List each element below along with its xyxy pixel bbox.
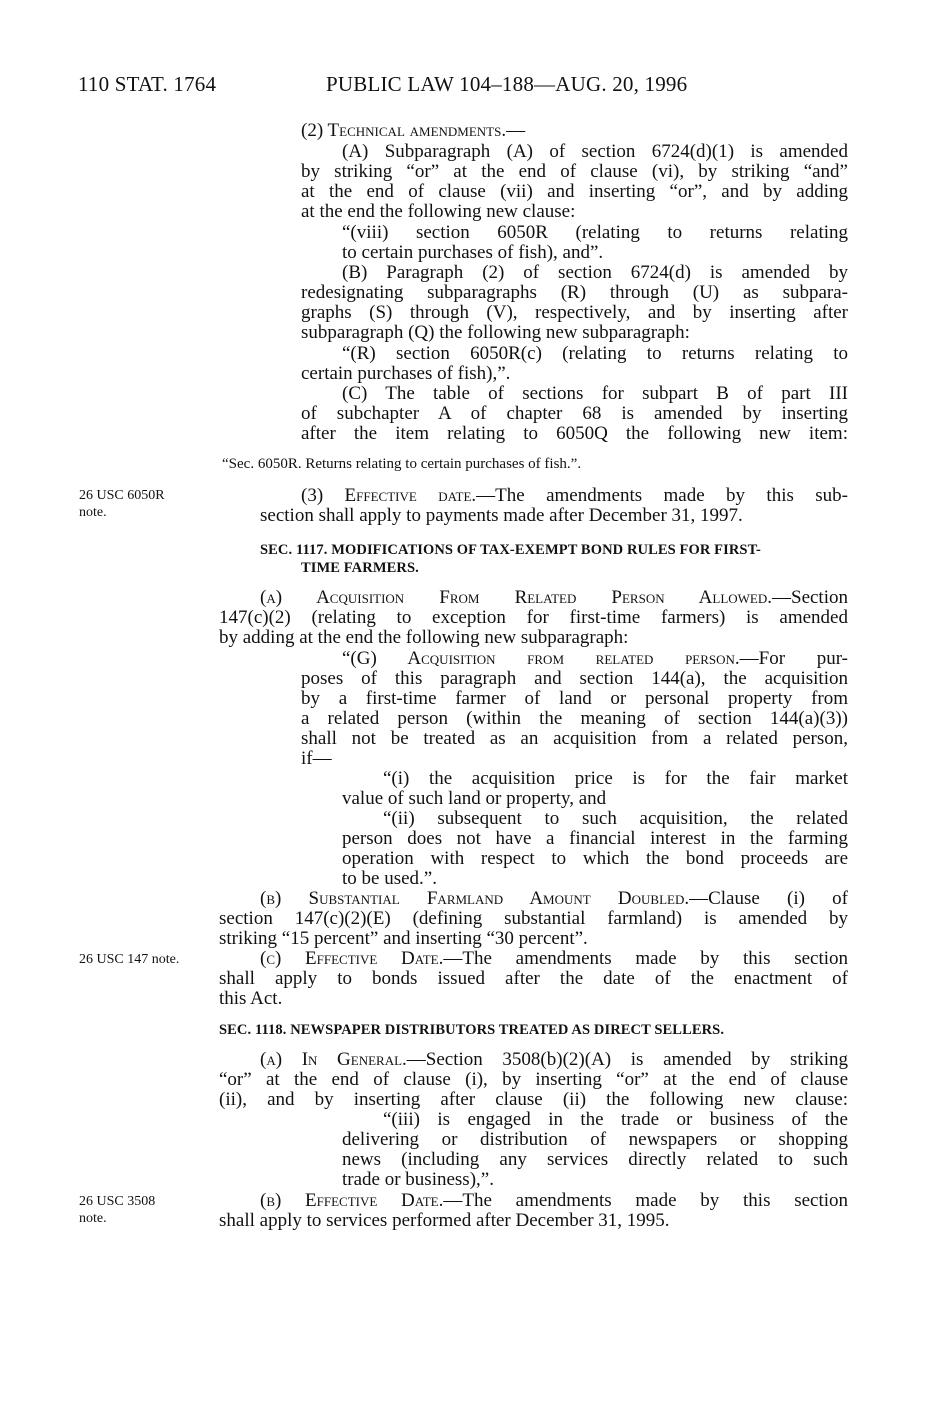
text-line: redesignating subparagraphs (R) through (U) as subpara- [301, 282, 848, 303]
text-line [301, 486, 848, 506]
clause-line: “(ii) subsequent to such acquisition, the related [383, 808, 848, 829]
text-line: subparagraph (Q) the following new subparagraph: [301, 322, 690, 343]
text-line: at the end the following new clause: [301, 201, 576, 222]
text-line: (ii), and by inserting after clause (ii) the following new clause: [219, 1089, 848, 1110]
margin-note [79, 951, 179, 968]
text-line: a related person (within the meaning of section 144(a)(3)) [301, 708, 848, 729]
margin-note-line: 26 USC 6050R [79, 488, 165, 503]
text-line [260, 1191, 848, 1211]
subsection-heading: (a) Acquisition From Related Person Allowed. [260, 587, 772, 608]
clause-line: value of such land or property, and [342, 788, 607, 809]
text-run: —Section 3508(b)(2)(A) is amended by striking [406, 1049, 849, 1070]
quoted-line: “(R) section 6050R(c) (relating to returns relating to [342, 343, 848, 364]
paragraph-heading: (3) Effective date. [301, 485, 477, 506]
text-line: section 147(c)(2)(E) (defining substantial farmland) is amended by [219, 908, 848, 929]
section-heading: TIME FARMERS. [301, 560, 419, 576]
paragraph-heading: (2) Technical amendments.— [301, 120, 526, 141]
text-line [342, 649, 848, 669]
text-line: (B) Paragraph (2) of section 6724(d) is amended by [342, 262, 848, 283]
clause-line: operation with respect to which the bond proceeds are [342, 848, 848, 869]
text-line: after the item relating to 6050Q the following new item: [301, 423, 848, 444]
section-heading: SEC. 1117. MODIFICATIONS OF TAX-EXEMPT BOND RULES FOR FIRST- [260, 542, 761, 558]
text-line: by striking “or” at the end of clause (vi), by striking “and” [301, 161, 848, 182]
clause-line: person does not have a financial interest in the farming [342, 828, 848, 849]
section-heading: SEC. 1118. NEWSPAPER DISTRIBUTORS TREATED AS DIRECT SELLERS. [219, 1022, 725, 1038]
text-line: striking “15 percent” and inserting “30 percent”. [219, 928, 588, 949]
text-line: 147(c)(2) (relating to exception for first-time farmers) is amended [219, 607, 848, 628]
clause-line: trade or business),”. [342, 1169, 494, 1190]
text-line: of subchapter A of chapter 68 is amended by inserting [301, 403, 848, 424]
text-run: —The amendments made by this sub- [476, 485, 848, 506]
text-line: “or” at the end of clause (i), by inserting “or” at the end of clause [219, 1069, 848, 1090]
text-line: at the end of clause (vii) and inserting “or”, and by adding [301, 181, 848, 202]
clause-line: to be used.”. [342, 868, 437, 889]
quoted-line: “(viii) section 6050R (relating to returns relating [342, 222, 848, 243]
text-run: —Clause (i) of [689, 888, 848, 909]
subsection-heading: (b) Substantial Farmland Amount Doubled. [260, 888, 690, 909]
text-run: —The amendments made by this section [443, 1190, 849, 1211]
text-line [260, 588, 848, 608]
text-run: —For pur- [739, 648, 848, 669]
clause-line: “(i) the acquisition price is for the fair market [383, 768, 848, 789]
clause-line: news (including any services directly related to such [342, 1149, 848, 1170]
text-line: shall apply to services performed after December 31, 1995. [219, 1210, 670, 1231]
text-line [260, 889, 848, 909]
text-line: (A) Subparagraph (A) of section 6724(d)(1) is amended [342, 141, 848, 162]
subsection-heading: (c) Effective Date. [260, 948, 444, 969]
clause-line: delivering or distribution of newspapers or shopping [342, 1129, 848, 1150]
subparagraph-heading: “(G) Acquisition from related person. [342, 648, 740, 669]
subsection-heading: (a) In General. [260, 1049, 407, 1070]
text-run: —The amendments made by this section [443, 948, 849, 969]
margin-note-line: note. [79, 1211, 107, 1226]
table-of-sections-item: “Sec. 6050R. Returns relating to certain purchases of fish.”. [222, 456, 582, 472]
text-line: by adding at the end the following new subparagraph: [219, 627, 629, 648]
text-line: this Act. [219, 988, 283, 1009]
margin-note [79, 487, 165, 521]
running-title: PUBLIC LAW 104–188—AUG. 20, 1996 [326, 72, 688, 96]
text-run: —Section [772, 587, 848, 608]
text-line: by a first-time farmer of land or personal property from [301, 688, 848, 709]
margin-note [79, 1193, 155, 1227]
text-line: shall not be treated as an acquisition from a related person, [301, 728, 848, 749]
text-line: section shall apply to payments made after December 31, 1997. [260, 505, 743, 526]
text-line: shall apply to bonds issued after the date of the enactment of [219, 968, 848, 989]
text-line [260, 1050, 848, 1070]
page-number: 110 STAT. 1764 [78, 72, 217, 96]
text-line [260, 949, 848, 969]
clause-line: “(iii) is engaged in the trade or business of the [383, 1109, 848, 1130]
margin-note-line: 26 USC 3508 [79, 1194, 156, 1209]
subsection-heading: (b) Effective Date. [260, 1190, 444, 1211]
text-line: (C) The table of sections for subpart B of part III [342, 383, 848, 404]
text-line: graphs (S) through (V), respectively, and by inserting after [301, 302, 848, 323]
margin-note-line: note. [79, 505, 107, 520]
quoted-line: certain purchases of fish),”. [301, 363, 511, 384]
margin-note-line: 26 USC 147 note. [79, 952, 180, 967]
text-line: poses of this paragraph and section 144(a), the acquisition [301, 668, 848, 689]
text-line: if— [301, 748, 332, 769]
quoted-line: to certain purchases of fish), and”. [342, 242, 604, 263]
